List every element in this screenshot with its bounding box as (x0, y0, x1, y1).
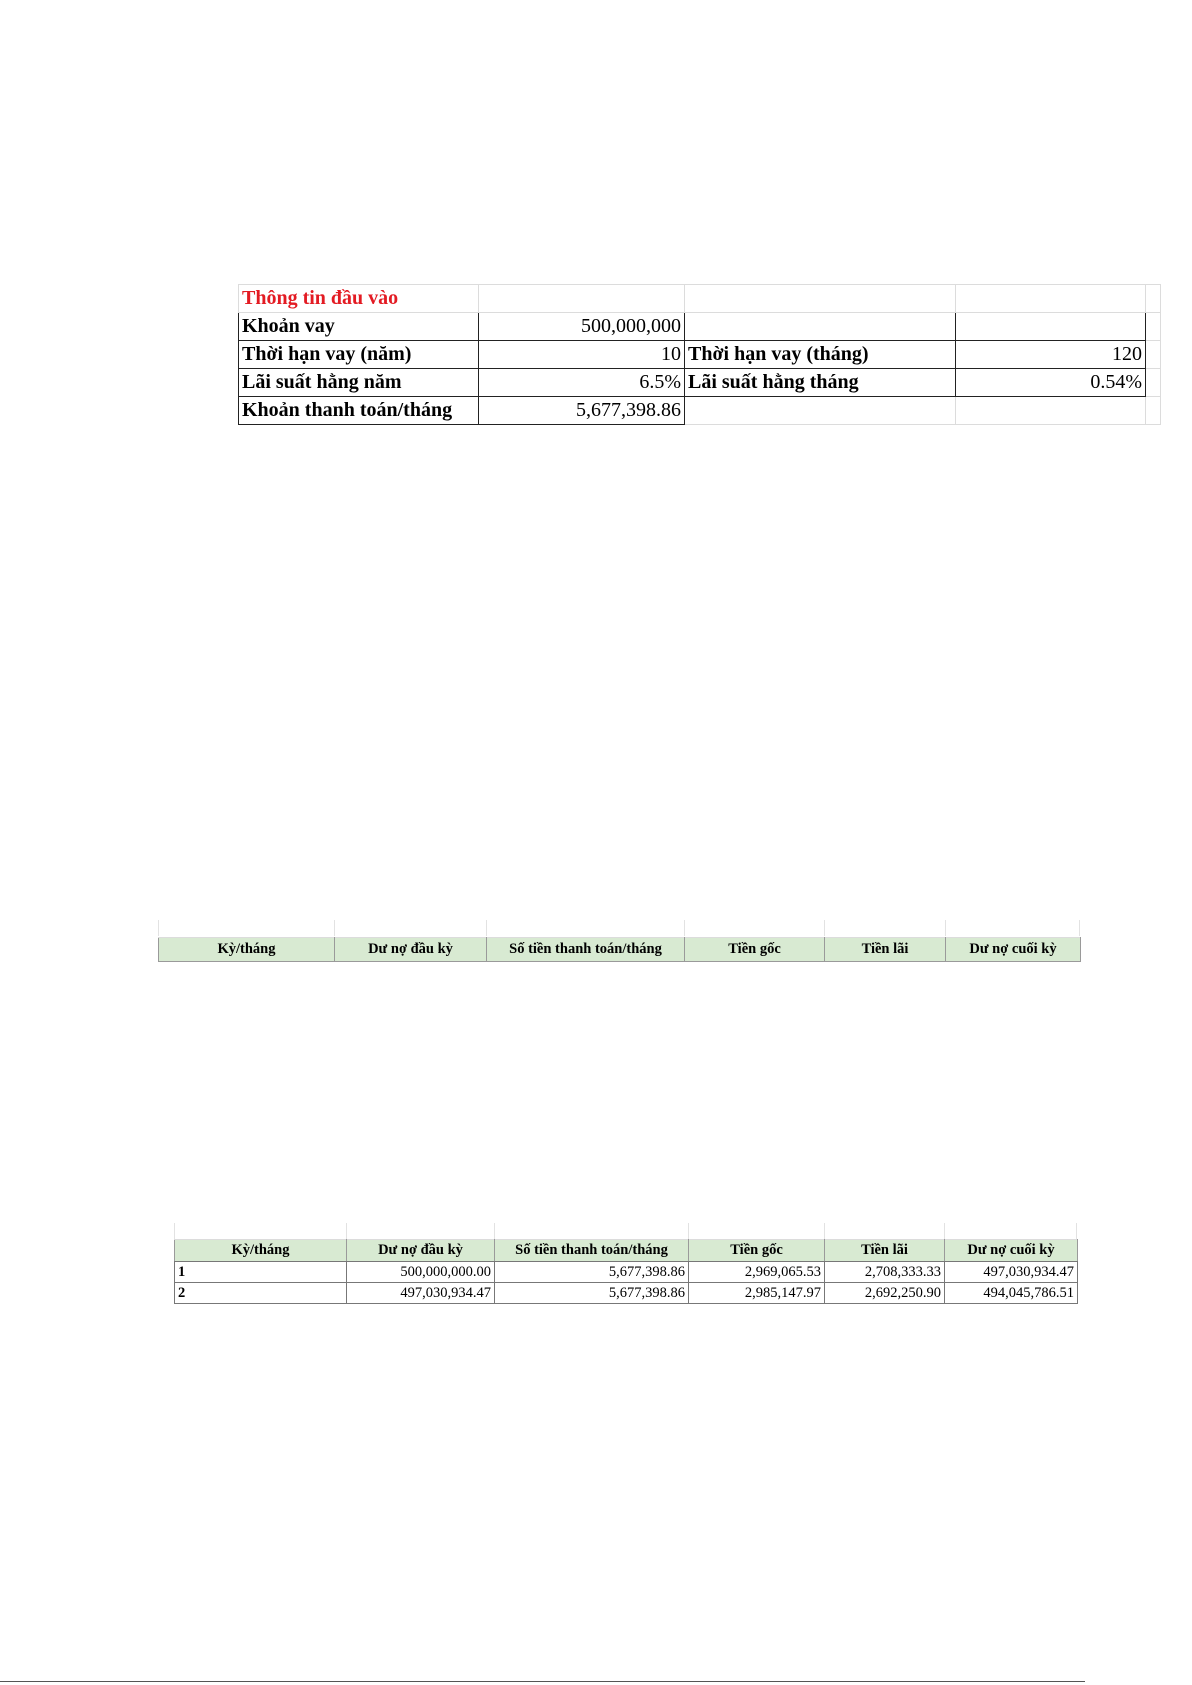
input-value2[interactable]: 0.54% (956, 369, 1146, 397)
input-label2[interactable]: Thời hạn vay (tháng) (685, 341, 956, 369)
input-label[interactable]: Lãi suất hằng năm (239, 369, 479, 397)
cell-period[interactable]: 1 (175, 1262, 347, 1283)
cell-principal[interactable]: 2,969,065.53 (689, 1262, 825, 1283)
col-payment[interactable]: Số tiền thanh toán/tháng (495, 1240, 689, 1262)
input-value[interactable]: 10 (479, 341, 685, 369)
input-label[interactable]: Khoản vay (239, 313, 479, 341)
col-principal[interactable]: Tiền gốc (689, 1240, 825, 1262)
col-closing-balance[interactable]: Dư nợ cuối kỳ (945, 1240, 1078, 1262)
input-title-row (239, 285, 1161, 313)
table-row (175, 1262, 1078, 1283)
col-closing-balance[interactable]: Dư nợ cuối kỳ (946, 938, 1081, 962)
input-row-loan (239, 313, 1161, 341)
cell-interest[interactable]: 2,708,333.33 (825, 1262, 945, 1283)
input-value2[interactable]: 120 (956, 341, 1146, 369)
col-opening-balance[interactable]: Dư nợ đầu kỳ (335, 938, 487, 962)
table-row (175, 1283, 1078, 1304)
input-row-rate (239, 369, 1161, 397)
header-row (175, 1240, 1078, 1262)
input-value[interactable]: 5,677,398.86 (479, 397, 685, 425)
cell-principal[interactable]: 2,985,147.97 (689, 1283, 825, 1304)
cell-interest[interactable]: 2,692,250.90 (825, 1283, 945, 1304)
cell-opening-balance[interactable]: 497,030,934.47 (347, 1283, 495, 1304)
input-value[interactable]: 6.5% (479, 369, 685, 397)
col-principal[interactable]: Tiền gốc (685, 938, 825, 962)
col-interest[interactable]: Tiền lãi (825, 938, 946, 962)
page-footer-rule (0, 1681, 1085, 1682)
cell-closing-balance[interactable]: 497,030,934.47 (945, 1262, 1078, 1283)
input-title: Thông tin đầu vào (239, 285, 479, 313)
col-interest[interactable]: Tiền lãi (825, 1240, 945, 1262)
schedule-header-table (158, 937, 1081, 962)
input-value2[interactable] (956, 313, 1146, 341)
col-period[interactable]: Kỳ/tháng (159, 938, 335, 962)
cell-closing-balance[interactable]: 494,045,786.51 (945, 1283, 1078, 1304)
input-row-term (239, 341, 1161, 369)
loan-input-table (238, 284, 1161, 425)
cell-payment[interactable]: 5,677,398.86 (495, 1283, 689, 1304)
input-value[interactable]: 500,000,000 (479, 313, 685, 341)
input-label2[interactable] (685, 313, 956, 341)
amortization-schedule-table (174, 1239, 1078, 1304)
cell-opening-balance[interactable]: 500,000,000.00 (347, 1262, 495, 1283)
header-row (159, 938, 1081, 962)
input-label[interactable]: Khoản thanh toán/tháng (239, 397, 479, 425)
col-payment[interactable]: Số tiền thanh toán/tháng (487, 938, 685, 962)
col-opening-balance[interactable]: Dư nợ đầu kỳ (347, 1240, 495, 1262)
input-label[interactable]: Thời hạn vay (năm) (239, 341, 479, 369)
input-row-payment (239, 397, 1161, 425)
input-label2[interactable]: Lãi suất hằng tháng (685, 369, 956, 397)
col-period[interactable]: Kỳ/tháng (175, 1240, 347, 1262)
cell-period[interactable]: 2 (175, 1283, 347, 1304)
cell-payment[interactable]: 5,677,398.86 (495, 1262, 689, 1283)
